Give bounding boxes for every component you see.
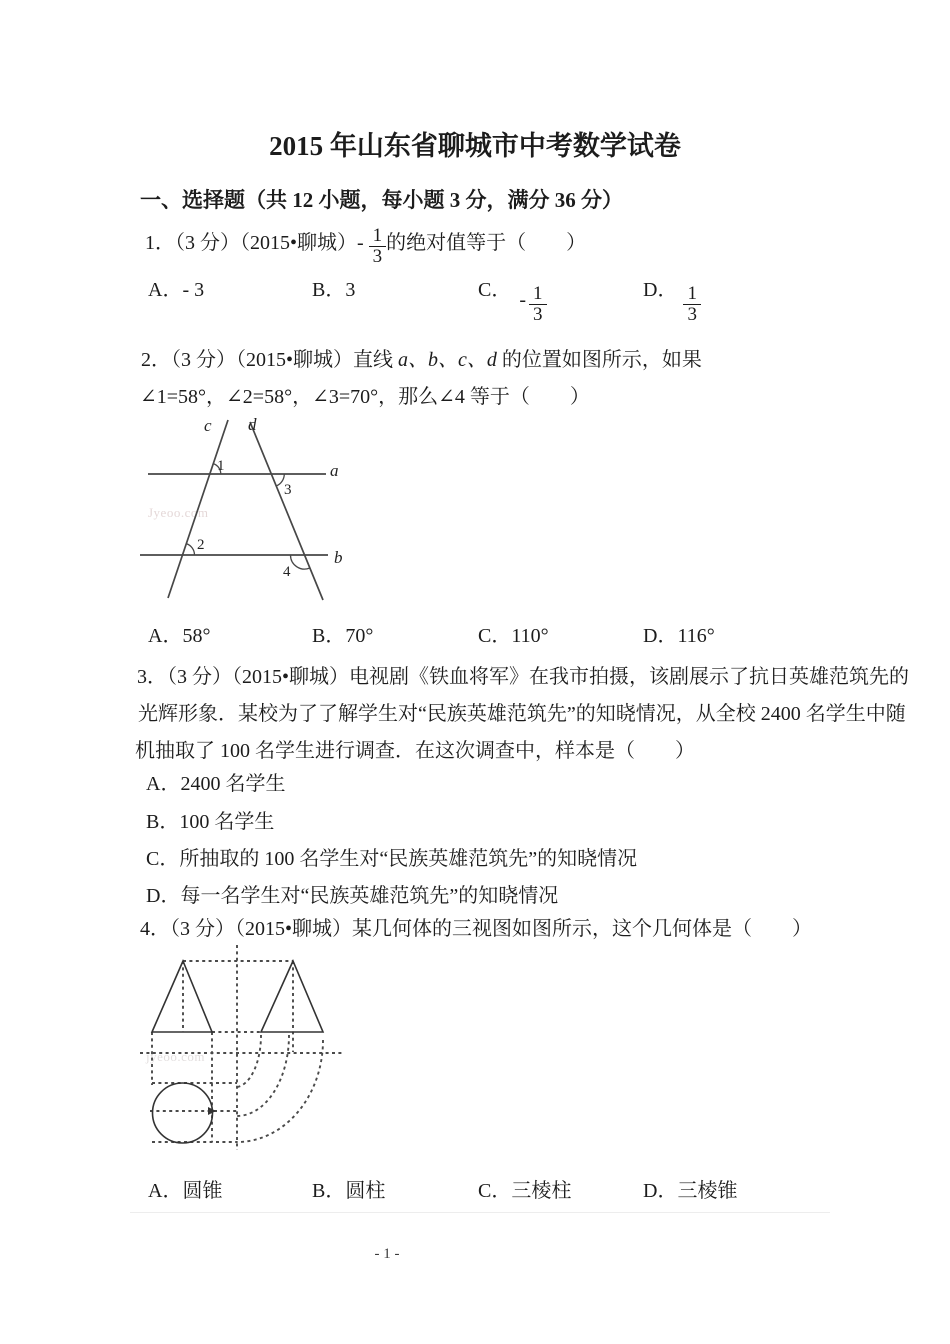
- q2-figure: [140, 416, 355, 616]
- option-label: D．: [643, 279, 678, 301]
- q2-option-d: [643, 622, 715, 650]
- q4-construction-lines: [140, 945, 343, 1150]
- option-label: A．: [148, 279, 183, 301]
- q1-option-d: [643, 276, 701, 325]
- q2-line-names: a、b、c、d: [398, 349, 497, 371]
- front-view-triangle: [152, 961, 212, 1032]
- option-text: 100 名学生: [179, 811, 275, 833]
- q3-option-d: [146, 882, 558, 910]
- option-label: B．: [146, 811, 180, 833]
- q3-stem-line2: 光辉形象．某校为了了解学生对“民族英雄范筑先”的知晓情况，从全校 2400 名学生中随: [138, 703, 906, 725]
- option-fraction: [683, 284, 701, 325]
- top-view-circle: [153, 1083, 213, 1143]
- option-text: 三棱柱: [511, 1180, 572, 1202]
- q4-option-c: [478, 1177, 571, 1205]
- q3-stem-line1: 3．（3 分）（2015•聊城）电视剧《铁血将军》在我市拍摄，该剧展示了抗日英雄范筑先的: [137, 666, 910, 688]
- q2-stem-post: 的位置如图所示，如果: [496, 349, 702, 371]
- q1-stem-post: 的绝对值等于（ ）: [386, 232, 587, 254]
- section-heading: 一、选择题（共 12 小题，每小题 3 分，满分 36 分）: [140, 188, 623, 212]
- q2-option-c: [478, 622, 549, 650]
- page-title: 2015 年山东省聊城市中考数学试卷: [269, 131, 681, 161]
- option-label: A．: [148, 1180, 183, 1202]
- option-text: 三棱锥: [677, 1180, 738, 1202]
- q3-option-b: [146, 808, 274, 836]
- projection-arc-3: [237, 1040, 323, 1142]
- q2-angle-labels: [197, 458, 292, 580]
- q4-stem: 4．（3 分）（2015•聊城）某几何体的三视图如图所示，这个几何体是（ ）: [140, 918, 813, 940]
- q4-figure: [140, 945, 425, 1165]
- q1-stem-pre: 1．（3 分）（2015•聊城）-: [145, 232, 369, 254]
- option-label: D．: [643, 1180, 678, 1202]
- q1-stem-fraction: [369, 226, 387, 267]
- label-angle-2: 2: [197, 537, 205, 553]
- q4-option-b: [312, 1177, 385, 1205]
- q2-stem-line1: [141, 346, 702, 374]
- minus-sign: -: [519, 289, 527, 311]
- option-label: C．: [146, 848, 180, 870]
- option-label: D．: [643, 625, 678, 647]
- option-text: 圆锥: [182, 1180, 223, 1202]
- option-text: 圆柱: [345, 1180, 386, 1202]
- label-angle-4: 4: [283, 564, 291, 580]
- q2-option-a: [148, 622, 210, 650]
- fraction-denominator: 3: [372, 245, 383, 267]
- fraction-numerator: 1: [529, 284, 547, 305]
- page-rule: [130, 1212, 830, 1213]
- q1-option-b: [312, 276, 355, 304]
- q1-option-c: [478, 276, 547, 325]
- option-label: A．: [148, 625, 183, 647]
- option-label: B．: [312, 1180, 346, 1202]
- option-label: B．: [312, 279, 346, 301]
- label-line-a: a: [330, 461, 339, 480]
- label-angle-3: 3: [284, 482, 292, 498]
- option-text: - 3: [182, 279, 205, 301]
- side-view-triangle: [261, 961, 323, 1032]
- option-label: C．: [478, 625, 512, 647]
- q4-option-d: [643, 1177, 737, 1205]
- q3-option-c: [146, 845, 637, 873]
- option-text: 2400 名学生: [180, 773, 286, 795]
- option-label: A．: [146, 773, 181, 795]
- watermark-text: Jyeoo.com: [148, 505, 209, 520]
- projection-arc-1: [237, 1035, 261, 1087]
- label-line-d: d: [248, 416, 257, 434]
- projection-arc-2: [237, 1035, 289, 1116]
- q3-option-a: [146, 770, 285, 798]
- q3-stem-line3: 机抽取了 100 名学生进行调查．在这次调查中，样本是（ ）: [135, 740, 695, 762]
- fraction-numerator: 1: [683, 284, 701, 305]
- q4-option-a: [148, 1177, 222, 1205]
- option-label: C．: [478, 1180, 512, 1202]
- q1-stem: [145, 221, 586, 265]
- option-fraction: [529, 284, 547, 325]
- label-line-c: c: [204, 416, 212, 435]
- option-label: D．: [146, 885, 181, 907]
- option-text: 116°: [677, 625, 715, 647]
- q1-options: [130, 276, 846, 340]
- label-angle-1: 1: [217, 458, 225, 474]
- q4-options: [130, 1177, 846, 1217]
- label-line-b: b: [334, 548, 343, 567]
- page-number: - 1 -: [374, 1246, 400, 1262]
- q2-line-labels: [204, 416, 343, 567]
- q2-stem-pre: 2．（3 分）（2015•聊城）直线: [141, 349, 399, 371]
- fraction-denominator: 3: [533, 304, 543, 325]
- q1-option-a: [148, 276, 204, 304]
- option-text: 110°: [511, 625, 549, 647]
- option-text: 每一名学生对“民族英雄范筑先”的知晓情况: [180, 885, 559, 907]
- fraction-denominator: 3: [687, 304, 697, 325]
- option-label: C．: [478, 279, 512, 301]
- option-label: B．: [312, 625, 346, 647]
- option-text: 所抽取的 100 名学生对“民族英雄范筑先”的知晓情况: [179, 848, 638, 870]
- angle-2-arc: [186, 544, 194, 555]
- q2-option-b: [312, 622, 373, 650]
- q2-stem-line2: ∠1=58°，∠2=58°，∠3=70°，那么∠4 等于（ ）: [140, 386, 590, 408]
- option-text: 58°: [182, 625, 211, 647]
- option-text: 70°: [345, 625, 374, 647]
- watermark-text: jyeoo.com: [146, 1049, 206, 1064]
- option-text: 3: [345, 279, 356, 301]
- q2-options: [130, 622, 846, 662]
- fraction-numerator: 1: [369, 226, 387, 247]
